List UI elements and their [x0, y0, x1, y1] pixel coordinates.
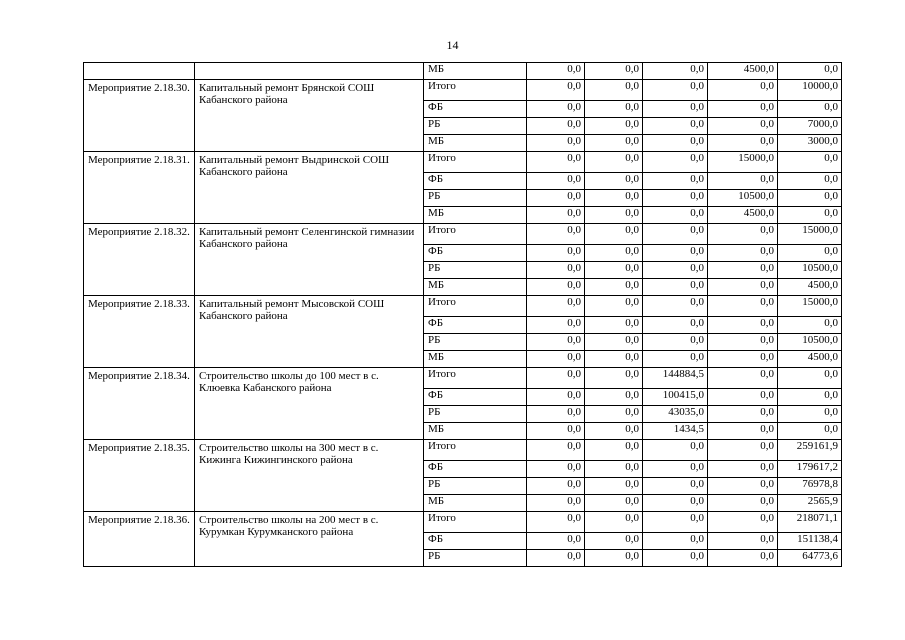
funding-source-cell: ФБ	[424, 245, 527, 262]
value-cell: 0,0	[643, 279, 708, 296]
measure-description-cell: Строительство школы на 300 мест в с. Кижинга Кижингинского района	[195, 440, 424, 512]
table-row	[84, 80, 842, 101]
value-cell: 0,0	[778, 423, 842, 440]
value-cell: 0,0	[708, 351, 778, 368]
value-cell: 43035,0	[643, 406, 708, 423]
value-cell: 76978,8	[778, 478, 842, 495]
value-cell: 0,0	[643, 63, 708, 80]
funding-source-cell: Итого	[424, 80, 527, 101]
funding-source-cell: МБ	[424, 423, 527, 440]
value-cell: 0,0	[527, 207, 585, 224]
value-cell: 0,0	[643, 533, 708, 550]
value-cell: 0,0	[778, 207, 842, 224]
value-cell: 0,0	[778, 368, 842, 389]
value-cell: 3000,0	[778, 135, 842, 152]
value-cell: 0,0	[708, 224, 778, 245]
table-row	[84, 152, 842, 173]
value-cell: 0,0	[708, 334, 778, 351]
value-cell: 0,0	[643, 478, 708, 495]
value-cell: 0,0	[585, 224, 643, 245]
value-cell: 0,0	[585, 550, 643, 567]
value-cell: 0,0	[585, 495, 643, 512]
table-row	[84, 63, 842, 80]
funding-source-cell: Итого	[424, 368, 527, 389]
value-cell: 0,0	[585, 190, 643, 207]
value-cell: 0,0	[643, 512, 708, 533]
value-cell: 0,0	[527, 461, 585, 478]
table-row	[84, 224, 842, 245]
value-cell: 218071,1	[778, 512, 842, 533]
value-cell: 0,0	[778, 101, 842, 118]
value-cell: 0,0	[585, 135, 643, 152]
budget-table	[83, 62, 842, 567]
value-cell: 0,0	[708, 279, 778, 296]
measure-label-cell: Мероприятие 2.18.33.	[84, 296, 195, 368]
value-cell: 0,0	[643, 440, 708, 461]
value-cell: 0,0	[527, 368, 585, 389]
value-cell: 0,0	[527, 224, 585, 245]
value-cell: 0,0	[708, 262, 778, 279]
value-cell: 0,0	[527, 279, 585, 296]
funding-source-cell: МБ	[424, 495, 527, 512]
funding-source-cell: МБ	[424, 135, 527, 152]
value-cell: 0,0	[585, 207, 643, 224]
value-cell: 10500,0	[708, 190, 778, 207]
value-cell: 0,0	[527, 550, 585, 567]
value-cell: 0,0	[527, 262, 585, 279]
value-cell: 4500,0	[778, 279, 842, 296]
value-cell: 0,0	[585, 461, 643, 478]
value-cell: 0,0	[527, 80, 585, 101]
funding-source-cell: РБ	[424, 190, 527, 207]
value-cell: 0,0	[585, 512, 643, 533]
value-cell: 0,0	[585, 279, 643, 296]
value-cell: 0,0	[778, 190, 842, 207]
value-cell: 0,0	[585, 63, 643, 80]
value-cell: 0,0	[585, 423, 643, 440]
value-cell: 0,0	[527, 152, 585, 173]
value-cell: 15000,0	[778, 224, 842, 245]
value-cell: 0,0	[527, 533, 585, 550]
funding-source-cell: Итого	[424, 440, 527, 461]
value-cell: 0,0	[708, 478, 778, 495]
value-cell: 0,0	[527, 423, 585, 440]
funding-source-cell: МБ	[424, 279, 527, 296]
funding-source-cell: РБ	[424, 118, 527, 135]
funding-source-cell: Итого	[424, 152, 527, 173]
value-cell: 0,0	[643, 135, 708, 152]
value-cell: 10500,0	[778, 334, 842, 351]
value-cell: 0,0	[708, 80, 778, 101]
funding-source-cell: МБ	[424, 63, 527, 80]
value-cell: 0,0	[778, 389, 842, 406]
value-cell: 0,0	[585, 440, 643, 461]
funding-source-cell: ФБ	[424, 101, 527, 118]
value-cell: 151138,4	[778, 533, 842, 550]
measure-description-cell: Капитальный ремонт Выдринской СОШ Кабанского района	[195, 152, 424, 224]
value-cell: 0,0	[778, 152, 842, 173]
value-cell: 0,0	[778, 406, 842, 423]
measure-label-cell: Мероприятие 2.18.35.	[84, 440, 195, 512]
value-cell: 10000,0	[778, 80, 842, 101]
value-cell: 0,0	[585, 152, 643, 173]
value-cell: 0,0	[708, 533, 778, 550]
funding-source-cell: РБ	[424, 334, 527, 351]
funding-source-cell: ФБ	[424, 389, 527, 406]
value-cell: 0,0	[585, 80, 643, 101]
value-cell: 0,0	[708, 461, 778, 478]
value-cell: 259161,9	[778, 440, 842, 461]
measure-label-cell	[84, 63, 195, 80]
value-cell: 0,0	[708, 550, 778, 567]
value-cell: 0,0	[527, 389, 585, 406]
value-cell: 0,0	[708, 296, 778, 317]
funding-source-cell: Итого	[424, 224, 527, 245]
measure-description-cell: Строительство школы до 100 мест в с. Клюевка Кабанского района	[195, 368, 424, 440]
value-cell: 0,0	[585, 173, 643, 190]
funding-source-cell: РБ	[424, 406, 527, 423]
value-cell: 0,0	[585, 262, 643, 279]
value-cell: 15000,0	[778, 296, 842, 317]
measure-description-cell: Капитальный ремонт Селенгинской гимназии Кабанского района	[195, 224, 424, 296]
funding-source-cell: Итого	[424, 296, 527, 317]
value-cell: 0,0	[527, 406, 585, 423]
funding-source-cell: ФБ	[424, 317, 527, 334]
value-cell: 0,0	[527, 118, 585, 135]
value-cell: 0,0	[643, 495, 708, 512]
value-cell: 179617,2	[778, 461, 842, 478]
value-cell: 0,0	[585, 406, 643, 423]
value-cell: 0,0	[585, 245, 643, 262]
page-number: 14	[446, 38, 459, 52]
value-cell: 0,0	[527, 512, 585, 533]
value-cell: 0,0	[643, 152, 708, 173]
value-cell: 0,0	[643, 550, 708, 567]
value-cell: 0,0	[708, 135, 778, 152]
funding-source-cell: РБ	[424, 262, 527, 279]
value-cell: 0,0	[585, 351, 643, 368]
value-cell: 0,0	[778, 173, 842, 190]
value-cell: 0,0	[778, 317, 842, 334]
measure-label-cell: Мероприятие 2.18.32.	[84, 224, 195, 296]
value-cell: 0,0	[527, 334, 585, 351]
value-cell: 0,0	[643, 80, 708, 101]
value-cell: 0,0	[708, 173, 778, 190]
value-cell: 0,0	[643, 334, 708, 351]
value-cell: 0,0	[527, 190, 585, 207]
measure-label-cell: Мероприятие 2.18.30.	[84, 80, 195, 152]
value-cell: 0,0	[643, 296, 708, 317]
funding-source-cell: МБ	[424, 351, 527, 368]
value-cell: 0,0	[643, 207, 708, 224]
value-cell: 0,0	[585, 334, 643, 351]
table-row	[84, 368, 842, 389]
value-cell: 0,0	[527, 245, 585, 262]
value-cell: 4500,0	[708, 63, 778, 80]
value-cell: 100415,0	[643, 389, 708, 406]
value-cell: 0,0	[643, 118, 708, 135]
value-cell: 0,0	[527, 495, 585, 512]
value-cell: 0,0	[585, 118, 643, 135]
table-body	[84, 63, 842, 567]
funding-source-cell: ФБ	[424, 173, 527, 190]
value-cell: 0,0	[527, 135, 585, 152]
value-cell: 0,0	[643, 245, 708, 262]
value-cell: 2565,9	[778, 495, 842, 512]
value-cell: 0,0	[527, 317, 585, 334]
table-row	[84, 440, 842, 461]
measure-label-cell: Мероприятие 2.18.34.	[84, 368, 195, 440]
value-cell: 0,0	[643, 262, 708, 279]
measure-description-cell: Капитальный ремонт Брянской СОШ Кабанского района	[195, 80, 424, 152]
funding-source-cell: ФБ	[424, 461, 527, 478]
value-cell: 0,0	[527, 296, 585, 317]
value-cell: 0,0	[643, 351, 708, 368]
value-cell: 0,0	[527, 440, 585, 461]
value-cell: 1434,5	[643, 423, 708, 440]
value-cell: 0,0	[708, 118, 778, 135]
measure-description-cell	[195, 63, 424, 80]
value-cell: 64773,6	[778, 550, 842, 567]
value-cell: 4500,0	[708, 207, 778, 224]
value-cell: 0,0	[527, 63, 585, 80]
value-cell: 0,0	[527, 101, 585, 118]
value-cell: 0,0	[708, 389, 778, 406]
value-cell: 0,0	[585, 296, 643, 317]
value-cell: 0,0	[708, 406, 778, 423]
value-cell: 144884,5	[643, 368, 708, 389]
funding-source-cell: РБ	[424, 550, 527, 567]
value-cell: 0,0	[708, 368, 778, 389]
measure-description-cell: Строительство школы на 200 мест в с. Курумкан Курумканского района	[195, 512, 424, 567]
value-cell: 0,0	[527, 173, 585, 190]
table-row	[84, 296, 842, 317]
value-cell: 0,0	[527, 478, 585, 495]
value-cell: 0,0	[585, 533, 643, 550]
value-cell: 0,0	[708, 245, 778, 262]
value-cell: 0,0	[708, 512, 778, 533]
value-cell: 0,0	[585, 101, 643, 118]
value-cell: 0,0	[778, 63, 842, 80]
value-cell: 0,0	[643, 461, 708, 478]
value-cell: 0,0	[527, 351, 585, 368]
value-cell: 15000,0	[708, 152, 778, 173]
value-cell: 0,0	[643, 224, 708, 245]
funding-source-cell: РБ	[424, 478, 527, 495]
value-cell: 0,0	[708, 440, 778, 461]
funding-source-cell: ФБ	[424, 533, 527, 550]
value-cell: 0,0	[585, 317, 643, 334]
value-cell: 0,0	[708, 423, 778, 440]
value-cell: 0,0	[585, 389, 643, 406]
value-cell: 0,0	[778, 245, 842, 262]
value-cell: 0,0	[643, 317, 708, 334]
value-cell: 7000,0	[778, 118, 842, 135]
funding-source-cell: МБ	[424, 207, 527, 224]
value-cell: 0,0	[708, 317, 778, 334]
value-cell: 0,0	[585, 478, 643, 495]
measure-label-cell: Мероприятие 2.18.36.	[84, 512, 195, 567]
measure-label-cell: Мероприятие 2.18.31.	[84, 152, 195, 224]
value-cell: 4500,0	[778, 351, 842, 368]
table-row	[84, 512, 842, 533]
value-cell: 0,0	[585, 368, 643, 389]
funding-source-cell: Итого	[424, 512, 527, 533]
value-cell: 0,0	[708, 101, 778, 118]
value-cell: 10500,0	[778, 262, 842, 279]
value-cell: 0,0	[643, 101, 708, 118]
measure-description-cell: Капитальный ремонт Мысовской СОШ Кабанского района	[195, 296, 424, 368]
value-cell: 0,0	[708, 495, 778, 512]
value-cell: 0,0	[643, 173, 708, 190]
value-cell: 0,0	[643, 190, 708, 207]
